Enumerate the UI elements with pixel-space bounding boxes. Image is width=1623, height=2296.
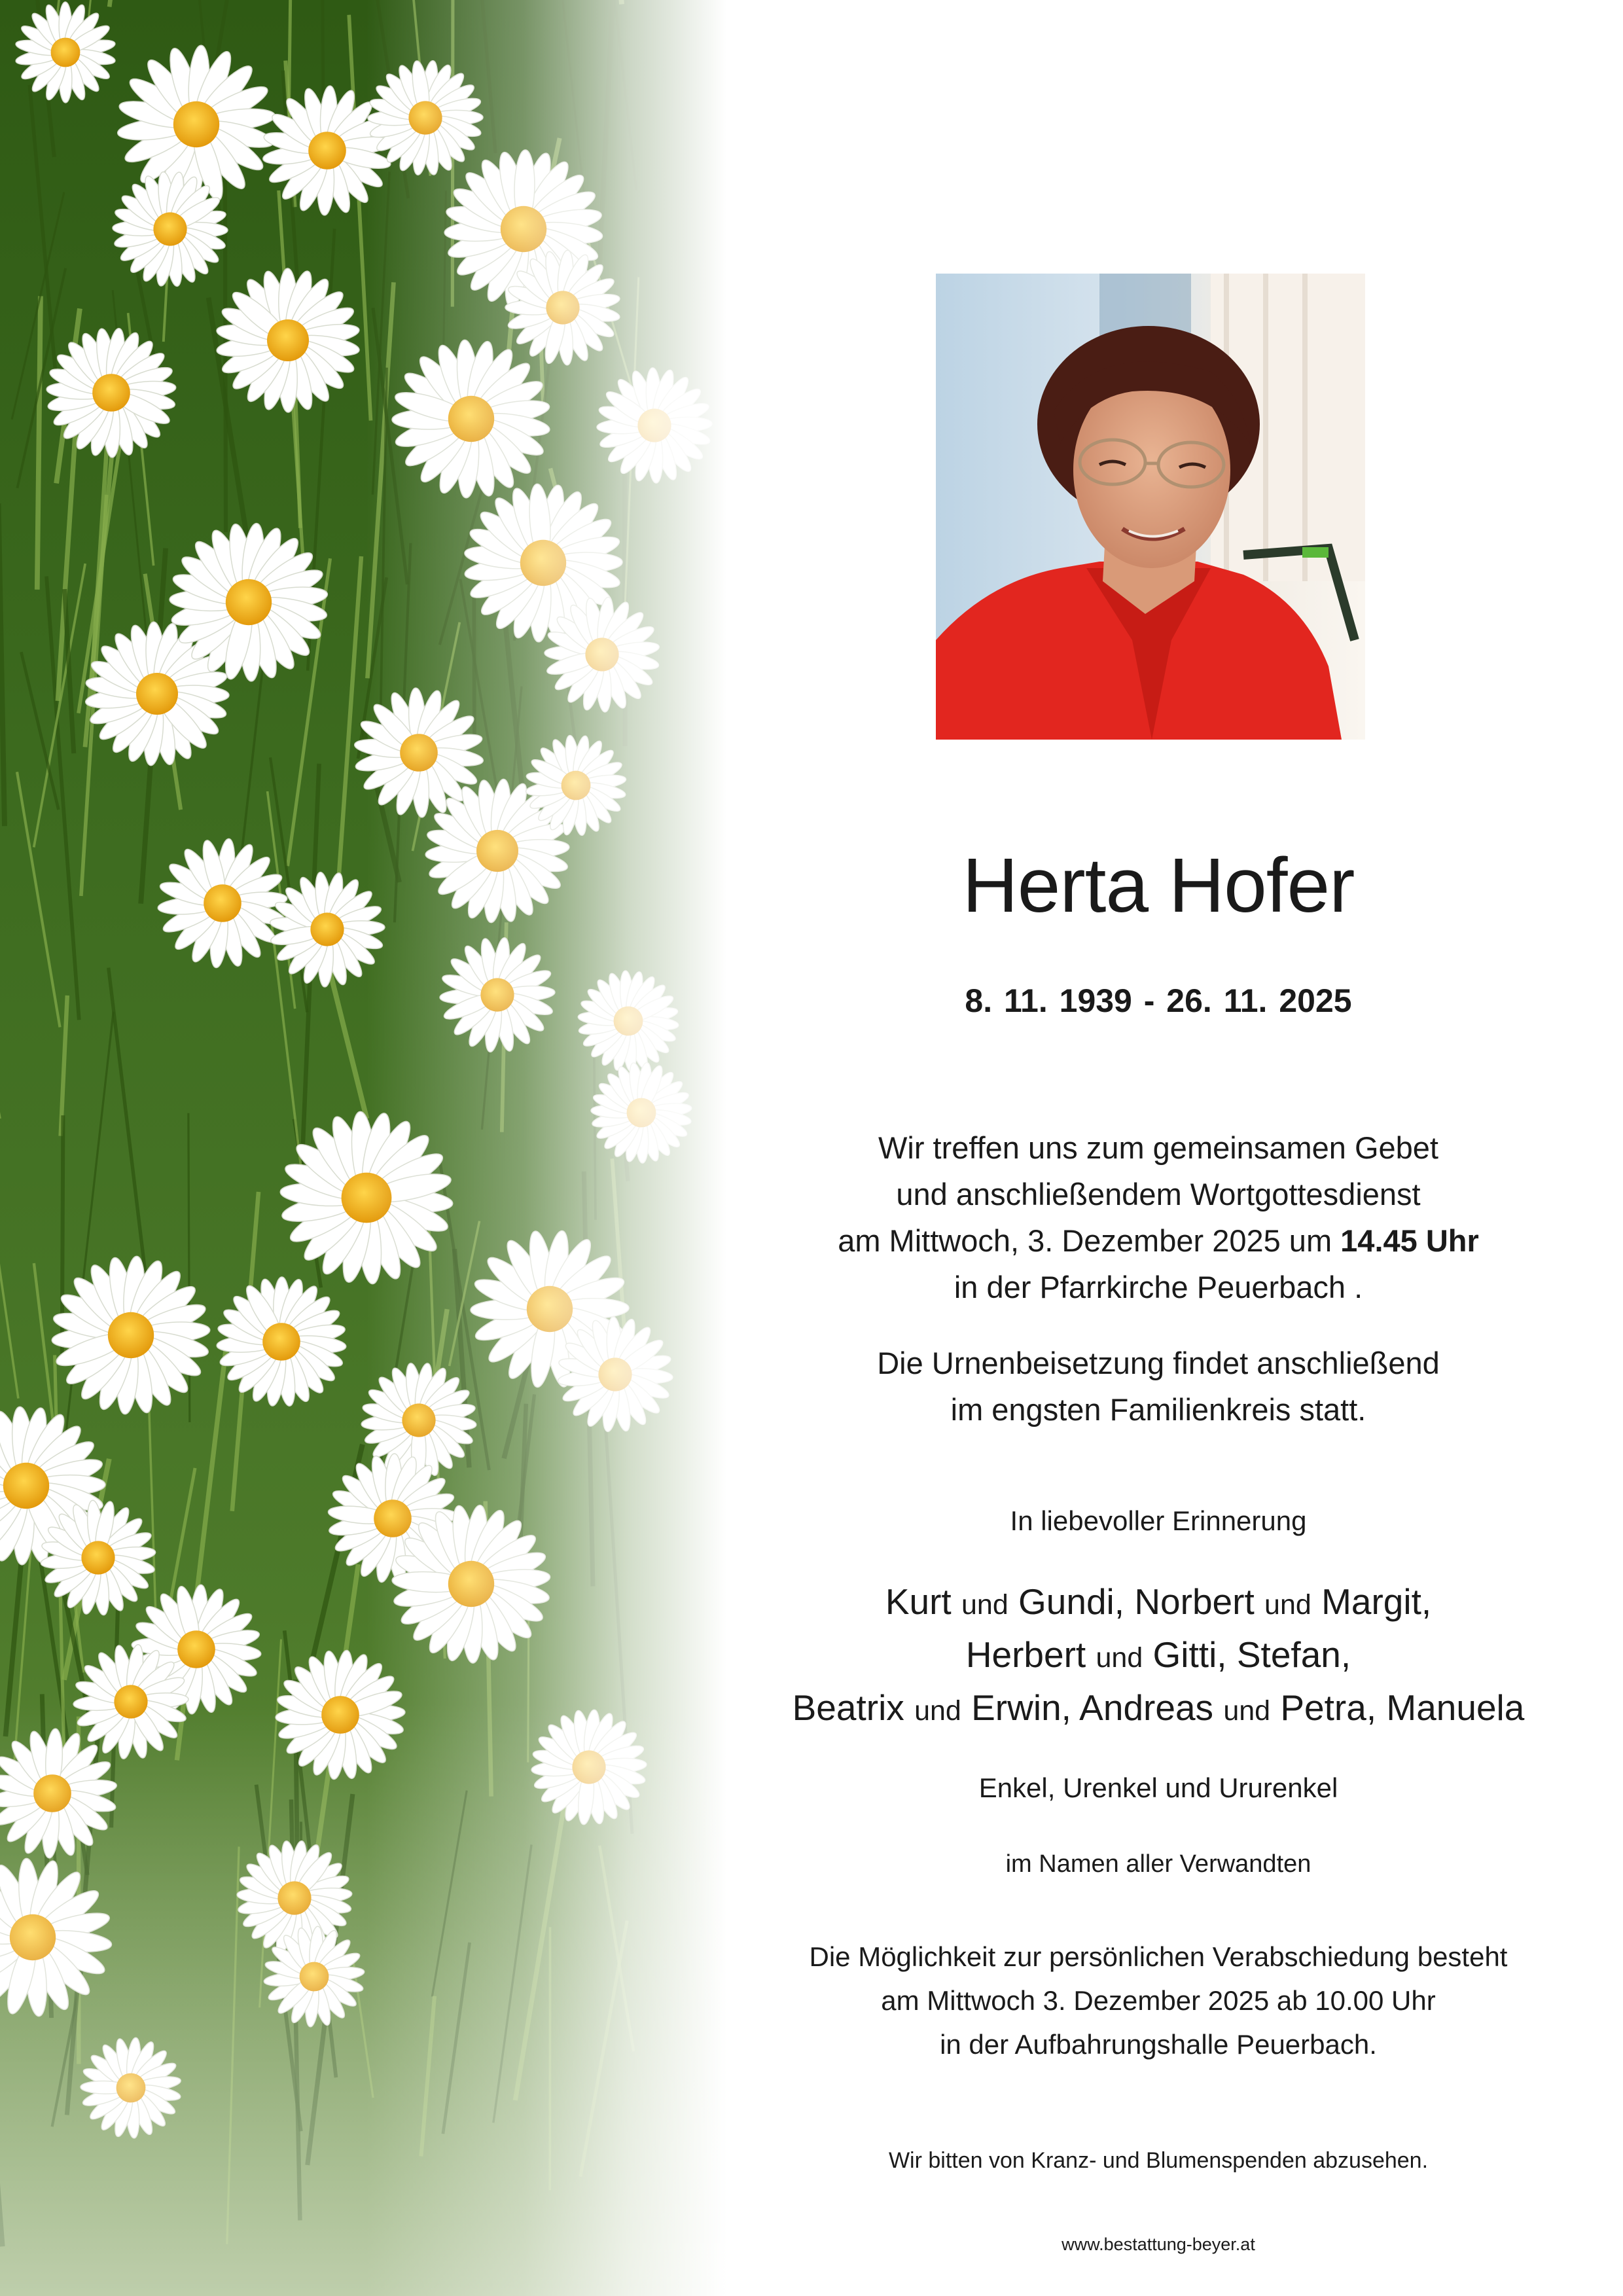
portrait-photo (936, 274, 1365, 740)
invitation-time: 14.45 Uhr (1340, 1223, 1479, 1258)
connector-word: und (1096, 1642, 1143, 1674)
grass-blade (188, 1113, 190, 1422)
memory-heading: In liebevoller Erinnerung (1010, 1505, 1307, 1536)
invitation-line-4: in der Pfarrkirche Peuerbach . (954, 1270, 1363, 1304)
invitation-line-2: und anschließendem Wortgottesdienst (896, 1177, 1421, 1211)
urn-burial-line-1: Die Urnenbeisetzung findet anschließend (877, 1346, 1440, 1380)
daisy-illustration (0, 0, 733, 2296)
daisy-meadow-image (0, 0, 733, 2296)
family-name: Gundi, Norbert (1018, 1581, 1255, 1622)
connector-word: und (961, 1589, 1008, 1621)
donation-request: Wir bitten von Kranz- und Blumenspenden abzusehen. (888, 2148, 1429, 2173)
relatives-line: im Namen aller Verwandten (1005, 1850, 1311, 1878)
invitation-line-3 (726, 1217, 1590, 1265)
website-link[interactable]: www.bestattung-beyer.at (1061, 2234, 1255, 2254)
family-name: Margit, (1321, 1581, 1432, 1622)
grass-blade (37, 296, 41, 589)
grandchildren-line: Enkel, Urenkel und Ururenkel (978, 1772, 1338, 1803)
deceased-name: Herta Hofer (962, 842, 1355, 929)
family-line-3 (726, 1681, 1590, 1737)
family-name: Gitti, Stefan, (1152, 1634, 1351, 1675)
portrait-illustration (936, 274, 1365, 740)
family-line-2 (726, 1628, 1590, 1684)
urn-burial-line-2: im engsten Familienkreis statt. (950, 1392, 1366, 1427)
connector-word: und (914, 1695, 961, 1727)
connector-word: und (1223, 1695, 1271, 1727)
invitation-date: am Mittwoch, 3. Dezember 2025 um (838, 1223, 1341, 1258)
daisy-flower (525, 734, 626, 836)
family-name: Herbert (965, 1634, 1086, 1675)
viewing-line-2: am Mittwoch 3. Dezember 2025 ab 10.00 Uhr (881, 1985, 1436, 2016)
family-line-1 (726, 1575, 1590, 1631)
family-name: Kurt (885, 1581, 952, 1622)
invitation-line-1: Wir treffen uns zum gemeinsamen Gebet (878, 1130, 1438, 1165)
viewing-line-3: in der Aufbahrungshalle Peuerbach. (940, 2029, 1377, 2060)
family-name: Beatrix (792, 1687, 904, 1728)
viewing-line-1: Die Möglichkeit zur persönlichen Verabschiedung besteht (809, 1941, 1508, 1972)
family-name: Erwin, Andreas (971, 1687, 1214, 1728)
connector-word: und (1264, 1589, 1311, 1621)
life-dates: 8. 11. 1939 - 26. 11. 2025 (965, 982, 1352, 1019)
family-name: Petra, Manuela (1280, 1687, 1525, 1728)
obituary-content (726, 0, 1590, 2296)
